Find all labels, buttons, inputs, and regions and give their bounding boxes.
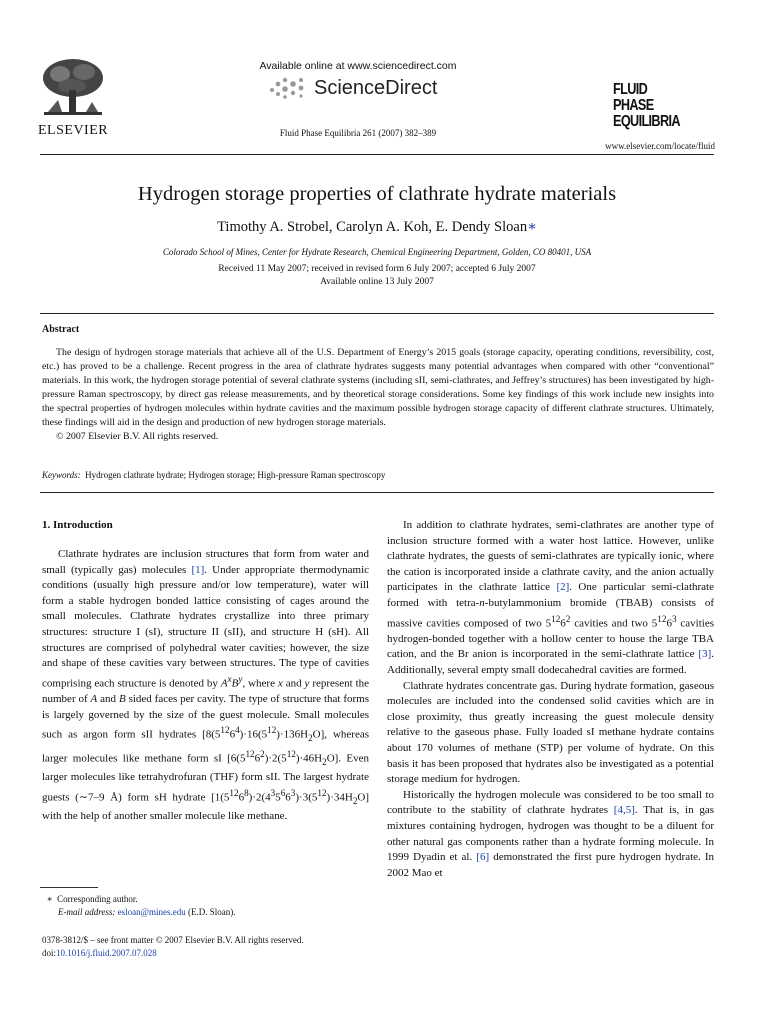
issn-line: 0378-3812/$ – see front matter © 2007 Elsevier B.V. All rights reserved. xyxy=(42,935,304,945)
front-matter xyxy=(42,934,442,960)
left-column xyxy=(42,547,369,825)
abstract xyxy=(42,346,714,444)
right-column xyxy=(387,518,714,881)
journal-logo-line1: FLUID PHASE xyxy=(613,81,654,114)
journal-citation: Fluid Phase Equilibria 261 (2007) 382–389 xyxy=(279,128,437,138)
abstract-top-rule xyxy=(40,313,714,314)
footnote-rule xyxy=(40,887,98,888)
footnote xyxy=(42,893,369,919)
sciencedirect-logo[interactable] xyxy=(268,76,437,100)
keywords xyxy=(42,470,714,480)
citation-link[interactable]: [2] xyxy=(556,581,570,594)
header-rule xyxy=(40,154,714,155)
keywords-label: Keywords: xyxy=(42,470,81,480)
doi-line xyxy=(42,947,442,960)
journal-logo-line2: EQUILIBRIA xyxy=(613,113,680,130)
author-list xyxy=(40,219,714,236)
journal-url[interactable]: www.elsevier.com/locate/fluid xyxy=(605,141,715,151)
abstract-bottom-rule xyxy=(40,492,714,493)
abstract-copyright: © 2007 Elsevier B.V. All rights reserved. xyxy=(56,431,219,442)
keywords-list: Hydrogen clathrate hydrate; Hydrogen storage; High-pressure Raman spectroscopy xyxy=(85,470,386,480)
email-label: E-mail address: xyxy=(58,907,116,917)
corresponding-author-note xyxy=(42,893,369,906)
doi-link[interactable]: 10.1016/j.fluid.2007.07.028 xyxy=(56,948,157,958)
available-online-notice: Available online at www.sciencedirect.com xyxy=(259,60,457,72)
email-suffix: (E.D. Sloan). xyxy=(185,907,236,917)
citation-link[interactable]: [1] xyxy=(191,563,205,576)
intro-paragraph-4: Historically the hydrogen molecule was considered to be too small to contribute to the stability of clathrate hydrates [4,5]. That is, in gas mixtures containing hydrogen, hydrogen was thought to be a diluent for other natural gas components rather than a hydrate forming molecule. In 1999 Dyadin et al. [6] demonstrated the first pure hydrogen hydrate. In 2002 Mao et xyxy=(387,788,715,879)
footnote-mark: ∗ xyxy=(46,894,53,904)
corresponding-author-mark[interactable]: ∗ xyxy=(527,219,537,235)
sciencedirect-wordmark: ScienceDirect xyxy=(314,76,438,99)
intro-paragraph-1: Clathrate hydrates are inclusion structures that form from water and small (typically gas) molecules [1]. Under appropriate thermodynamic conditions (usually high pressure and/or low temperature), water will form a stable hydrogen bonded lattice consisting of cages around the small molecules. Clathrate hydrates crystallize into three primary structures: structure I (sI), structure II (sII), and structure H (sH). All structures are comprised of polyhedral water cavities; however, the size and shape of these cavities vary between structures. The type of cavities comprising each structure is denoted by $A^xB^y$, where x and y represent the number of A and B sided faces per cavity. The type of structure that forms is largely governed by the size of the guest molecule. Small molecules such as argon form sII hydrates $[8(5^{12}6^4)\cdot 16(5^{12})\cdot 136H_2O]$, whereas larger molecules like methane form sI $[6(5^{12}6^2)\cdot 2(5^{12})\cdot 46H_2O]$. Even larger molecules like tetrahydrofuran (THF) form sII. The largest hydrate guests (∼7–9 Å) form sH hydrate $[1(5^{12}6^8)\cdot 2(4^35^66^3)\cdot 3(5^{12})\cdot 34H_2O]$ with the help of another smaller molecule like methane. xyxy=(42,548,370,823)
sciencedirect-dots-icon xyxy=(268,76,308,100)
corresponding-author-label: Corresponding author. xyxy=(57,894,138,904)
email-note xyxy=(42,906,369,919)
email-link[interactable]: esloan@mines.edu xyxy=(117,907,186,917)
authors-text: Timothy A. Strobel, Carolyn A. Koh, E. Dendy Sloan xyxy=(217,219,528,235)
section-heading: 1. Introduction xyxy=(42,519,113,531)
abstract-heading: Abstract xyxy=(42,324,80,335)
journal-logo xyxy=(613,82,687,130)
publisher-name: ELSEVIER xyxy=(38,123,109,138)
intro-paragraph-3: Clathrate hydrates concentrate gas. During hydrate formation, gaseous molecules are included into the condensed solid cavities which are in close proximity, thus greatly increasing the guest molecule density relative to the gaseous phase. Fully loaded sI methane hydrate contains about 170 volumes of methane (STP) per volume of hydrate. On this basis it has been proposed that hydrates also be investigated as a potential storage medium for hydrogen. xyxy=(387,679,714,786)
abstract-text: The design of hydrogen storage materials that achieve all of the U.S. Department of Energy’s 2015 goals (storage capacity, operating conditions, reversibility, cost, etc.) has proved to be a challenge. Recent progress in the area of clathrate hydrates suggests many potential advantages when compared with other “conventional” materials. In this work, the hydrogen storage potential of several clathrate systems (including sII, semi-clathrates, and Jeffrey’s structures) has been investigated by high-pressure Raman spectroscopy, by direct gas release measurements, and by theoretical storage considerations. Some key findings of this work include new insights into the spectral properties of hydrogen molecules within hydrate cavities and the maximum possible hydrogen storage capacity of different clathrate structures. Ultimately, these findings will aid in the design and production of new hydrogen storage materials. xyxy=(42,347,714,428)
intro-paragraph-2: In addition to clathrate hydrates, semi-clathrates are another type of inclusion structure formed with a water host lattice. However, unlike clathrate hydrates, the guests of semi-clathrates are typically ionic, where the cation is incorporated inside a clathrate cavity, and the anion actually participates in the clathrate lattice [2]. One particular semi-clathrate formed with tetra-n-butylammonium bromide (TBAB) consists of massive cavities composed of two $5^{12}6^2$ cavities and two $5^{12}6^3$ cavities hydrogen-bonded together with a hollow center to house the large TBA cation, and the Br anion is incorporated in the semi-clathrate lattice [3]. Additionally, several empty small dodecahedral cavities are formed. xyxy=(387,519,714,676)
citation-link[interactable]: [4,5] xyxy=(613,804,635,817)
elsevier-tree-logo xyxy=(38,56,108,120)
doi-label: doi: xyxy=(42,948,57,958)
citation-link[interactable]: [3] xyxy=(698,648,712,661)
article-title: Hydrogen storage properties of clathrate hydrate materials xyxy=(137,183,617,205)
citation-link[interactable]: [6] xyxy=(476,851,490,864)
available-online-date: Available online 13 July 2007 xyxy=(320,277,434,287)
received-dates: Received 11 May 2007; received in revised form 6 July 2007; accepted 6 July 2007 xyxy=(218,264,536,274)
affiliation: Colorado School of Mines, Center for Hydrate Research, Chemical Engineering Department, Golden, CO 80401, USA xyxy=(162,247,592,257)
